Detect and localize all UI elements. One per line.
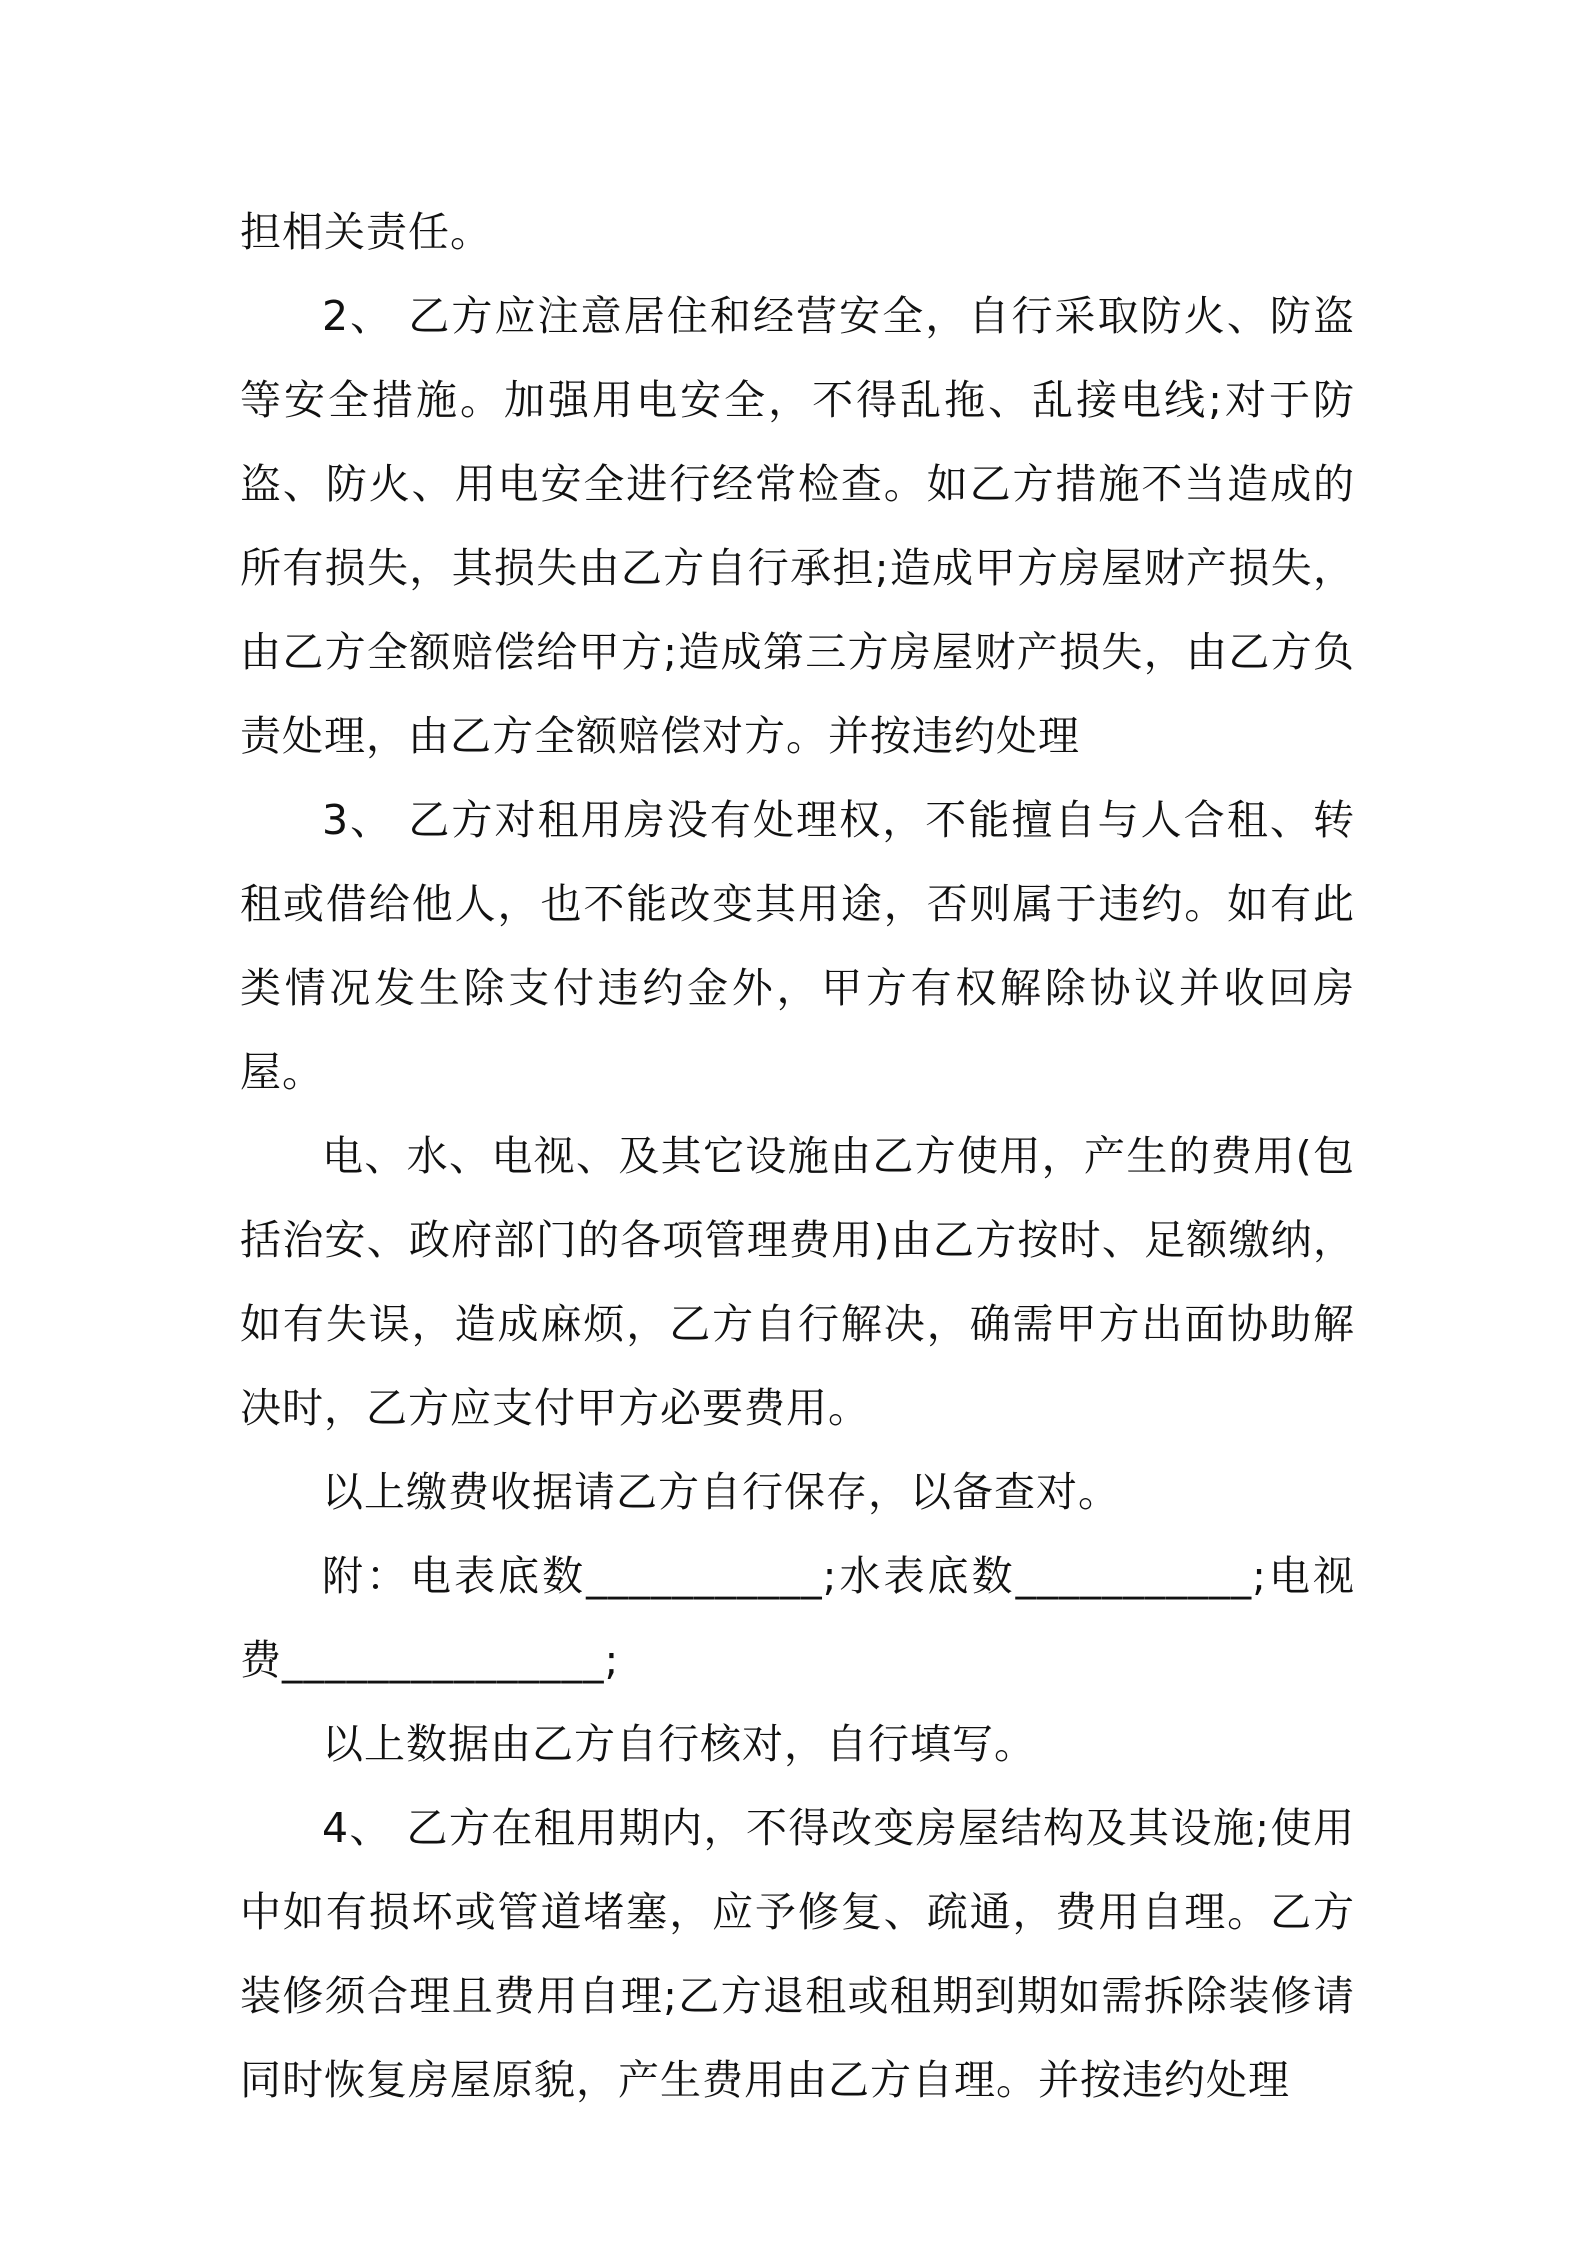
document-body [240,190,1355,2122]
paragraph-self-verify: 以上数据由乙方自行核对，自行填写。 [322,1720,1036,1768]
paragraph-meter-readings: 附：电表底数___________;水表底数___________;电视费_______________; [240,1552,1355,1684]
paragraph-clause-4-structure: 4、 乙方在租用期内，不得改变房屋结构及其设施;使用中如有损坏或管道堵塞，应予修复、疏通，费用自理。乙方装修须合理且费用自理;乙方退租或租期到期如需拆除装修请同时恢复房屋原貌，产生费用由乙方自理。并按违约处理 [240,1804,1355,2104]
paragraph-receipts: 以上缴费收据请乙方自行保存，以备查对。 [322,1468,1120,1516]
paragraph-clause-2-safety: 2、 乙方应注意居住和经营安全，自行采取防火、防盗等安全措施。加强用电安全，不得乱拖、乱接电线;对于防盗、防火、用电安全进行经常检查。如乙方措施不当造成的所有损失，其损失由乙方自行承担;造成甲方房屋财产损失，由乙方全额赔偿给甲方;造成第三方房屋财产损失，由乙方负责处理，由乙方全额赔偿对方。并按违约处理 [240,292,1355,760]
paragraph-utilities-fees: 电、水、电视、及其它设施由乙方使用，产生的费用(包括治安、政府部门的各项管理费用)由乙方按时、足额缴纳，如有失误，造成麻烦，乙方自行解决，确需甲方出面协助解决时，乙方应支付甲方必要费用。 [240,1132,1355,1432]
paragraph-responsibility-end: 担相关责任。 [240,208,492,256]
paragraph-clause-3-disposal: 3、 乙方对租用房没有处理权，不能擅自与人合租、转租或借给他人，也不能改变其用途，否则属于违约。如有此类情况发生除支付违约金外，甲方有权解除协议并收回房屋。 [240,796,1355,1096]
